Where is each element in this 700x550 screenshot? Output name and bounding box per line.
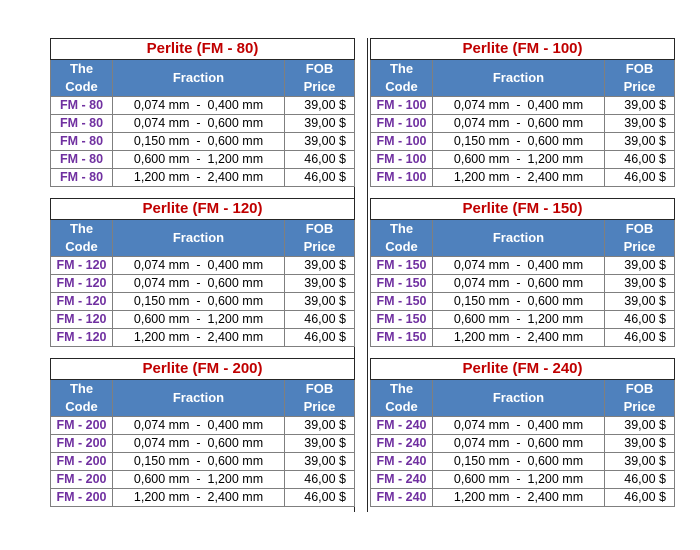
price-sheet (50, 38, 666, 512)
table-row (51, 435, 355, 453)
table-row (371, 257, 675, 275)
table-row (371, 169, 675, 187)
table-row (51, 311, 355, 329)
table-row (371, 293, 675, 311)
price-cell: 46,00 $ (605, 329, 675, 347)
code-cell: FM - 120 (51, 329, 113, 347)
fraction-cell: 0,150 mm - 0,600 mm (433, 453, 605, 471)
fraction-cell: 0,074 mm - 0,400 mm (113, 257, 285, 275)
price-cell: 39,00 $ (285, 115, 355, 133)
code-cell: FM - 240 (371, 435, 433, 453)
header-fraction: Fraction (113, 60, 285, 97)
table-row (371, 311, 675, 329)
header-code: The Code (371, 380, 433, 417)
price-cell: 39,00 $ (605, 293, 675, 311)
table-row (51, 133, 355, 151)
table-row (371, 329, 675, 347)
code-cell: FM - 100 (371, 151, 433, 169)
header-fraction: Fraction (113, 220, 285, 257)
column-separator (354, 38, 368, 512)
fraction-cell: 0,074 mm - 0,600 mm (433, 115, 605, 133)
header-code: The Code (51, 380, 113, 417)
code-cell: FM - 80 (51, 169, 113, 187)
fraction-cell: 0,074 mm - 0,400 mm (433, 97, 605, 115)
header-code: The Code (371, 60, 433, 97)
code-cell: FM - 240 (371, 489, 433, 507)
fraction-cell: 0,150 mm - 0,600 mm (433, 133, 605, 151)
fraction-cell: 0,074 mm - 0,600 mm (113, 115, 285, 133)
fraction-cell: 0,074 mm - 0,400 mm (433, 257, 605, 275)
header-code: The Code (51, 220, 113, 257)
header-price: FOB Price (605, 380, 675, 417)
price-cell: 46,00 $ (285, 489, 355, 507)
code-cell: FM - 80 (51, 133, 113, 151)
code-cell: FM - 100 (371, 97, 433, 115)
fraction-cell: 0,600 mm - 1,200 mm (433, 471, 605, 489)
header-price: FOB Price (605, 60, 675, 97)
fraction-cell: 0,074 mm - 0,600 mm (433, 275, 605, 293)
table-title: Perlite (FM - 200) (51, 359, 355, 380)
table-title: Perlite (FM - 100) (371, 39, 675, 60)
header-price: FOB Price (285, 380, 355, 417)
header-fraction: Fraction (433, 380, 605, 417)
code-cell: FM - 200 (51, 453, 113, 471)
fraction-cell: 0,074 mm - 0,600 mm (113, 435, 285, 453)
fraction-cell: 0,150 mm - 0,600 mm (113, 453, 285, 471)
table-row (51, 169, 355, 187)
table-row (51, 453, 355, 471)
code-cell: FM - 150 (371, 257, 433, 275)
code-cell: FM - 240 (371, 453, 433, 471)
fraction-cell: 0,074 mm - 0,600 mm (433, 435, 605, 453)
price-table (370, 38, 675, 187)
price-cell: 39,00 $ (285, 133, 355, 151)
table-row (51, 417, 355, 435)
table-row (51, 329, 355, 347)
code-cell: FM - 150 (371, 293, 433, 311)
table-row (371, 417, 675, 435)
fraction-cell: 0,600 mm - 1,200 mm (113, 311, 285, 329)
table-row (371, 97, 675, 115)
price-cell: 39,00 $ (285, 417, 355, 435)
table-row (51, 151, 355, 169)
code-cell: FM - 120 (51, 293, 113, 311)
fraction-cell: 0,074 mm - 0,400 mm (433, 417, 605, 435)
price-cell: 39,00 $ (285, 97, 355, 115)
header-price: FOB Price (605, 220, 675, 257)
fraction-cell: 0,600 mm - 1,200 mm (113, 471, 285, 489)
price-table (50, 38, 355, 187)
header-fraction: Fraction (433, 60, 605, 97)
price-cell: 46,00 $ (605, 489, 675, 507)
price-cell: 46,00 $ (285, 471, 355, 489)
table-row (371, 435, 675, 453)
fraction-cell: 1,200 mm - 2,400 mm (433, 329, 605, 347)
fraction-cell: 1,200 mm - 2,400 mm (433, 489, 605, 507)
fraction-cell: 0,150 mm - 0,600 mm (433, 293, 605, 311)
table-row (371, 151, 675, 169)
price-cell: 39,00 $ (605, 435, 675, 453)
price-cell: 46,00 $ (605, 151, 675, 169)
header-fraction: Fraction (433, 220, 605, 257)
price-cell: 46,00 $ (285, 329, 355, 347)
fraction-cell: 1,200 mm - 2,400 mm (113, 329, 285, 347)
price-cell: 39,00 $ (285, 257, 355, 275)
code-cell: FM - 80 (51, 151, 113, 169)
price-cell: 39,00 $ (285, 275, 355, 293)
code-cell: FM - 120 (51, 311, 113, 329)
price-cell: 39,00 $ (605, 257, 675, 275)
table-row (51, 489, 355, 507)
table-row (371, 489, 675, 507)
header-code: The Code (51, 60, 113, 97)
price-cell: 39,00 $ (605, 417, 675, 435)
fraction-cell: 1,200 mm - 2,400 mm (113, 169, 285, 187)
header-fraction: Fraction (113, 380, 285, 417)
price-cell: 39,00 $ (605, 97, 675, 115)
code-cell: FM - 100 (371, 115, 433, 133)
fraction-cell: 0,074 mm - 0,400 mm (113, 417, 285, 435)
code-cell: FM - 200 (51, 417, 113, 435)
price-cell: 46,00 $ (285, 311, 355, 329)
price-cell: 39,00 $ (605, 275, 675, 293)
price-cell: 39,00 $ (285, 435, 355, 453)
fraction-cell: 0,074 mm - 0,600 mm (113, 275, 285, 293)
table-title: Perlite (FM - 80) (51, 39, 355, 60)
code-cell: FM - 240 (371, 417, 433, 435)
table-row (51, 471, 355, 489)
code-cell: FM - 200 (51, 435, 113, 453)
price-table (50, 198, 355, 347)
table-row (371, 133, 675, 151)
table-row (371, 275, 675, 293)
code-cell: FM - 100 (371, 169, 433, 187)
code-cell: FM - 120 (51, 257, 113, 275)
price-cell: 39,00 $ (605, 133, 675, 151)
price-cell: 46,00 $ (285, 151, 355, 169)
code-cell: FM - 100 (371, 133, 433, 151)
fraction-cell: 0,150 mm - 0,600 mm (113, 293, 285, 311)
code-cell: FM - 150 (371, 275, 433, 293)
table-row (51, 115, 355, 133)
price-table (370, 198, 675, 347)
header-price: FOB Price (285, 220, 355, 257)
fraction-cell: 0,600 mm - 1,200 mm (113, 151, 285, 169)
price-cell: 39,00 $ (605, 115, 675, 133)
price-cell: 39,00 $ (605, 453, 675, 471)
price-cell: 46,00 $ (605, 471, 675, 489)
fraction-cell: 1,200 mm - 2,400 mm (113, 489, 285, 507)
price-table (370, 358, 675, 507)
table-row (371, 115, 675, 133)
code-cell: FM - 240 (371, 471, 433, 489)
table-title: Perlite (FM - 120) (51, 199, 355, 220)
header-code: The Code (371, 220, 433, 257)
table-row (51, 257, 355, 275)
header-price: FOB Price (285, 60, 355, 97)
fraction-cell: 0,074 mm - 0,400 mm (113, 97, 285, 115)
table-row (51, 293, 355, 311)
code-cell: FM - 120 (51, 275, 113, 293)
fraction-cell: 1,200 mm - 2,400 mm (433, 169, 605, 187)
table-title: Perlite (FM - 150) (371, 199, 675, 220)
code-cell: FM - 80 (51, 115, 113, 133)
code-cell: FM - 150 (371, 311, 433, 329)
price-cell: 39,00 $ (285, 293, 355, 311)
fraction-cell: 0,150 mm - 0,600 mm (113, 133, 285, 151)
price-table (50, 358, 355, 507)
table-title: Perlite (FM - 240) (371, 359, 675, 380)
price-cell: 39,00 $ (285, 453, 355, 471)
code-cell: FM - 150 (371, 329, 433, 347)
table-row (371, 471, 675, 489)
fraction-cell: 0,600 mm - 1,200 mm (433, 311, 605, 329)
price-cell: 46,00 $ (605, 169, 675, 187)
table-row (51, 97, 355, 115)
table-row (371, 453, 675, 471)
code-cell: FM - 200 (51, 471, 113, 489)
table-row (51, 275, 355, 293)
price-cell: 46,00 $ (605, 311, 675, 329)
code-cell: FM - 200 (51, 489, 113, 507)
price-cell: 46,00 $ (285, 169, 355, 187)
fraction-cell: 0,600 mm - 1,200 mm (433, 151, 605, 169)
code-cell: FM - 80 (51, 97, 113, 115)
